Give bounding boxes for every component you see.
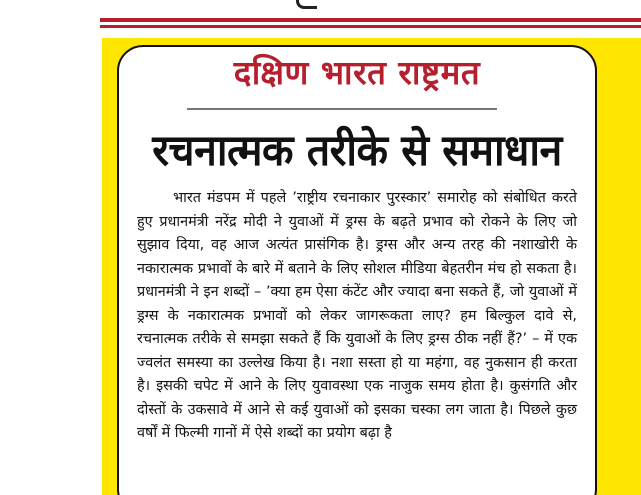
newspaper-masthead: दक्षिण भारत राष्ट्रमत: [233, 53, 481, 92]
editorial-body: भारत मंडपम में पहले ’राष्ट्रीय रचनाकार पुरस्कार’ समारोह को संबोधित करते हुए प्रधानमंत्री नरेंद्र मोदी ने युवाओं में ड्रग्स के बढ़ते प्रभाव को रोकने के लिए जो सुझाव दिया, वह आज अत्यंत प्रासंगिक है। ड्रग्स और अन्य तरह की नशाखोरी के नकारात्मक प्रभावों के बारे में बताने के लिए सोशल मीडिया बेहतरीन मंच हो सकता है। प्रधानमंत्री ने इन शब्दों – ’क्या हम ऐसा कंटेंट और ज्यादा बना सकते हैं, जो युवाओं में ड्रग्स के नकारात्मक प्रभावों को लेकर जागरूकता लाए? हम बिल्कुल दावे से, रचनात्मक तरीके से समझा सकते हैं कि युवाओं के लिए ड्रग्स ठीक नहीं हैं?’ – में एक ज्वलंत समस्या का उल्लेख किया है। नशा सस्ता हो या महंगा, वह नुकसान ही करता है। इसकी चपेट में आने के लिए युवावस्था एक नाजुक समय होता है। कुसंगति और दोस्तों के उकसावे में आने से कई युवाओं को इसका चस्का लग जाता है। पिछले कुछ वर्षों में फिल्मी गानों में ऐसे शब्दों का प्रयोग बढ़ा है: [137, 190, 577, 441]
double-rule-top: [100, 18, 641, 22]
editorial-headline: रचनात्मक तरीके से समाधान: [152, 125, 562, 176]
masthead-divider: [187, 108, 497, 110]
double-rule-bottom: [100, 25, 641, 28]
editorial-card: [117, 45, 597, 495]
previous-article-fragment: [296, 0, 317, 9]
